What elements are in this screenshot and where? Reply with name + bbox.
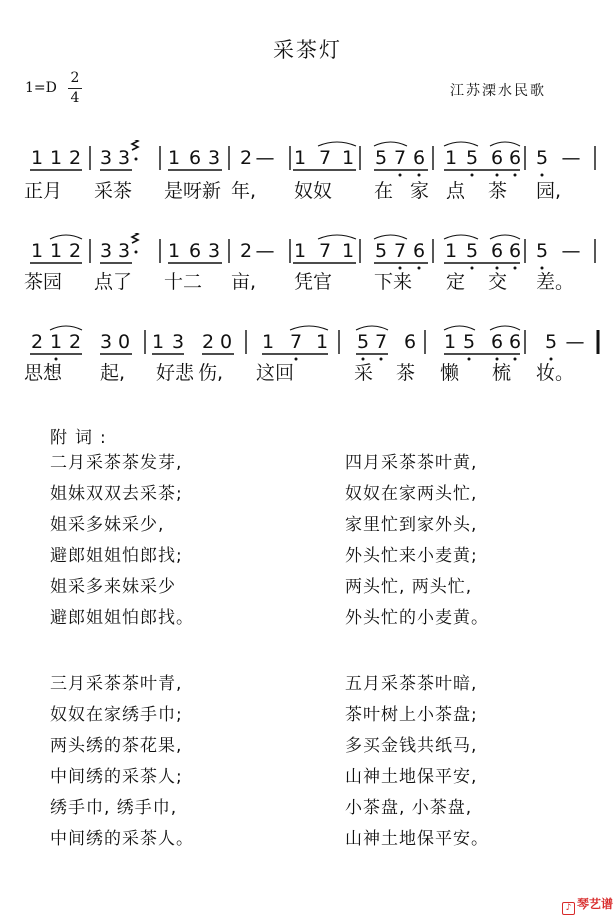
note: 6 [188,147,202,169]
note: 1 [167,240,181,262]
time-signature [68,70,82,107]
stanza-2nd-month [50,448,194,634]
slur-arc [318,235,356,239]
lyric-6: 在 [374,180,394,202]
octave-dot [541,174,544,177]
lyric-7: 家 [410,180,430,202]
stanza-line: 避郎姐姐怕郎找。 [50,608,194,628]
site-watermark [562,895,613,915]
stanza-line: 避郎姐姐怕郎找; [50,546,183,566]
note: 1 [293,240,307,262]
stanza-line: 二月采茶茶发芽, [50,453,183,473]
note: 1 [151,331,165,353]
notation-line-1 [0,140,615,180]
note: 1 [444,147,458,169]
note: 2 [201,331,215,353]
note: 6 [490,147,504,169]
note: 3 [99,147,113,169]
stanza-line: 外头忙来小麦黄; [345,546,478,566]
stanza-4th-month [345,448,489,634]
sustain-dash: — [561,147,581,169]
stanza-line: 两头忙, 两头忙, [345,577,473,597]
note: 3 [207,240,221,262]
octave-dot [295,358,298,361]
note: 1 [49,147,63,169]
appendix-header: 附词: [50,428,114,448]
note: 2 [239,147,253,169]
slur-arc [290,326,328,330]
sustain-dash: — [255,147,275,169]
stanza-line: 家里忙到家外头, [345,515,478,535]
note: 1 [315,331,329,353]
note: 1 [49,240,63,262]
note: 3 [171,331,185,353]
octave-dot [380,358,383,361]
note: 5 [462,331,476,353]
lyric-7: 茶 [396,362,416,384]
octave-dot [471,267,474,270]
score-line-3 [0,324,615,384]
note: 2 [68,240,82,262]
slur-arc [444,142,478,146]
octave-dot [496,358,499,361]
octave-dot [471,174,474,177]
octave-dot [514,267,517,270]
slur-arc [490,142,520,146]
octave-dot [399,267,402,270]
note: 0 [117,331,131,353]
lyric-3: 是呀新 [164,180,222,202]
lyric-10: 妆。 [536,362,575,384]
note: 6 [188,240,202,262]
note: 3 [207,147,221,169]
lyric-6: 下来 [374,271,413,293]
lyric-9: 茶 [488,180,508,202]
octave-dot [496,267,499,270]
note: 1 [261,331,275,353]
slur-arc [50,326,82,330]
stanza-line: 奴奴在家两头忙, [345,484,478,504]
meter-top: 2 [70,70,80,86]
note: 6 [412,240,426,262]
meter-divider [68,88,82,89]
stanza-line: 姐采多妹采少, [50,515,165,535]
note: 1 [30,240,44,262]
stanza-line: 两头绣的茶花果, [50,736,183,756]
note: 5 [374,240,388,262]
octave-dot [418,267,421,270]
note: 5 [535,147,549,169]
lyric-8: 懒 [440,362,460,384]
note: 7 [318,147,332,169]
sustain-dash: — [561,240,581,262]
lyric-3: 十二 [164,271,203,293]
stanza-line: 多买金钱共纸马, [345,736,478,756]
sustain-dash: — [255,240,275,262]
lyric-5: 这回 [256,362,295,384]
note: 7 [393,147,407,169]
note: 1 [341,147,355,169]
lyric-2: 起, [100,362,126,384]
octave-dot [550,358,553,361]
page-title: 采茶灯 [273,38,342,62]
slur-arc [374,142,407,146]
lyric-2: 采茶 [94,180,133,202]
lyric-1: 正月 [24,180,63,202]
lyric-7: 定 [446,271,466,293]
octave-dot [541,267,544,270]
note: 1 [444,240,458,262]
octave-dot [55,358,58,361]
note: 5 [544,331,558,353]
note: 6 [508,147,522,169]
trill-mark [132,233,138,243]
stanza-line: 小茶盘, 小茶盘, [345,798,473,818]
slur-arc [50,235,82,239]
slur-arc [444,326,475,330]
note: 6 [490,240,504,262]
stanza-line: 中间绣的采茶人; [50,767,183,787]
stanza-line: 四月采茶茶叶黄, [345,453,478,473]
note: 7 [393,240,407,262]
note: 1 [30,147,44,169]
lyric-2: 点了 [94,271,133,293]
key-signature: 1=D [25,80,57,96]
octave-dot [135,251,138,254]
lyric-6: 采 [354,362,374,384]
note: 1 [293,147,307,169]
lyric-9: 梳 [492,362,512,384]
note: 6 [508,240,522,262]
slur-arc [318,142,356,146]
stanza-line: 绣手巾, 绣手巾, [50,798,178,818]
note: 7 [374,331,388,353]
stanza-line: 山神土地保平安。 [345,829,489,849]
octave-dot [135,158,138,161]
stanza-line: 山神土地保平安, [345,767,478,787]
note: 5 [356,331,370,353]
note: 3 [99,240,113,262]
notation-line-2 [0,233,615,273]
slur-arc [490,235,520,239]
song-origin: 江苏溧水民歌 [450,83,546,99]
note: 5 [374,147,388,169]
note: 5 [465,147,479,169]
slur-arc [356,326,388,330]
note: 5 [535,240,549,262]
stanza-line: 茶叶树上小茶盘; [345,705,478,725]
note: 6 [412,147,426,169]
stanza-line: 外头忙的小麦黄。 [345,608,489,628]
note: 6 [508,331,522,353]
lyric-4: 年, [231,180,257,202]
note: 2 [239,240,253,262]
note: 3 [117,147,131,169]
lyric-9: 差。 [536,271,575,293]
slur-arc [490,326,520,330]
meter-bottom: 4 [70,90,80,106]
note: 6 [490,331,504,353]
note: 1 [167,147,181,169]
stanza-line: 三月采茶茶叶青, [50,674,183,694]
octave-dot [496,174,499,177]
note: 7 [318,240,332,262]
stanza-line: 中间绣的采茶人。 [50,829,194,849]
notation-line-3 [0,324,615,364]
lyric-1: 茶园 [24,271,63,293]
lyric-10: 园, [536,180,562,202]
note: 5 [465,240,479,262]
slur-arc [374,235,407,239]
octave-dot [514,358,517,361]
lyric-3: 好悲 [156,362,195,384]
stanza-line: 姐采多来妹采少 [50,577,176,597]
octave-dot [468,358,471,361]
lyric-5: 奴奴 [294,180,333,202]
stanza-line: 姐妹双双去采茶; [50,484,183,504]
lyric-4: 伤, [198,362,224,384]
note: 1 [341,240,355,262]
octave-dot [514,174,517,177]
note: 3 [117,240,131,262]
slur-arc [444,235,478,239]
octave-dot [362,358,365,361]
stanza-line: 五月采茶茶叶暗, [345,674,478,694]
note: 6 [403,331,417,353]
lyric-4: 亩, [231,271,257,293]
octave-dot [418,174,421,177]
note: 7 [289,331,303,353]
note: 3 [99,331,113,353]
piano-logo-icon: ♪ [562,902,575,915]
lyric-1: 思想 [24,362,63,384]
stanza-line: 奴奴在家绣手巾; [50,705,183,725]
note: 1 [443,331,457,353]
lyric-5: 凭官 [294,271,333,293]
note: 1 [49,331,63,353]
note: 0 [219,331,233,353]
lyric-8: 点 [446,180,466,202]
octave-dot [399,174,402,177]
stanza-3rd-month [50,669,194,855]
note: 2 [30,331,44,353]
sustain-dash: — [565,331,585,353]
trill-mark [132,140,138,150]
note: 2 [68,331,82,353]
stanza-5th-month [345,669,489,855]
watermark-text: 琴艺谱 [577,897,614,911]
note: 2 [68,147,82,169]
lyric-8: 交 [488,271,508,293]
